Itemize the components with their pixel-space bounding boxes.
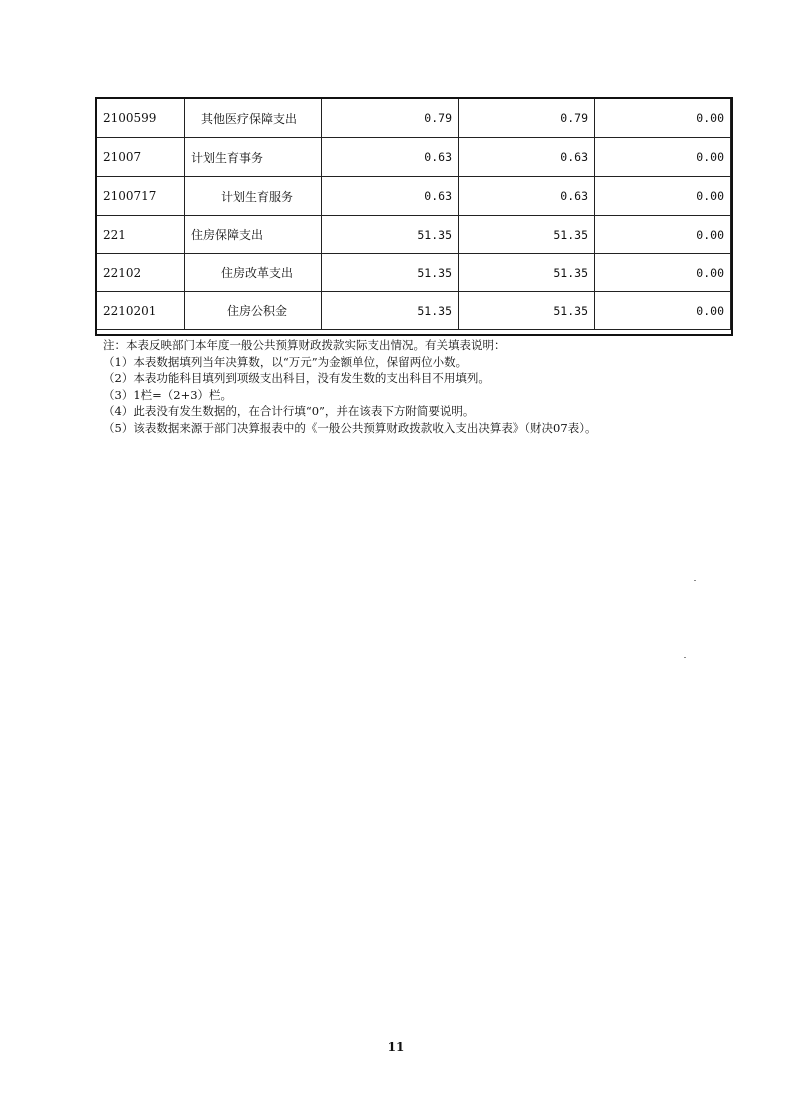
total-expenditure: 51.35 xyxy=(322,292,459,330)
subject-code: 21007 xyxy=(97,138,185,177)
subject-name: 计划生育事务 xyxy=(185,138,322,177)
note-intro: 注：本表反映部门本年度一般公共预算财政拨款实际支出情况。有关填表说明： xyxy=(103,338,506,352)
scan-speck xyxy=(694,580,696,581)
basic-expenditure: 0.79 xyxy=(459,99,595,138)
note-item: （1）本表数据填列当年决算数，以“万元”为金额单位，保留两位小数。 xyxy=(103,354,468,369)
project-expenditure: 0.00 xyxy=(595,292,731,330)
project-expenditure: 0.00 xyxy=(595,216,731,254)
subject-name: 住房保障支出 xyxy=(185,216,322,254)
subject-name: 住房改革支出 xyxy=(185,254,322,292)
total-expenditure: 0.63 xyxy=(322,177,459,216)
table-row xyxy=(97,138,731,177)
scan-speck xyxy=(684,657,686,658)
table-row xyxy=(97,292,731,330)
page-number: 11 xyxy=(387,1040,405,1054)
subject-name: 计划生育服务 xyxy=(185,177,322,216)
table-notes xyxy=(103,337,596,436)
basic-expenditure: 51.35 xyxy=(459,292,595,330)
total-expenditure: 51.35 xyxy=(322,216,459,254)
basic-expenditure: 51.35 xyxy=(459,216,595,254)
subject-code: 2210201 xyxy=(97,292,185,330)
expenditure-table xyxy=(96,98,731,330)
subject-code: 221 xyxy=(97,216,185,254)
subject-code: 2100599 xyxy=(97,99,185,138)
note-item: （5）该表数据来源于部门决算报表中的《一般公共预算财政拨款收入支出决算表》（财决07表）。 xyxy=(103,420,597,435)
basic-expenditure: 0.63 xyxy=(459,177,595,216)
project-expenditure: 0.00 xyxy=(595,138,731,177)
basic-expenditure: 51.35 xyxy=(459,254,595,292)
table-row xyxy=(97,216,731,254)
subject-code: 22102 xyxy=(97,254,185,292)
table-row xyxy=(97,177,731,216)
project-expenditure: 0.00 xyxy=(595,99,731,138)
basic-expenditure: 0.63 xyxy=(459,138,595,177)
subject-name: 住房公积金 xyxy=(185,292,322,330)
note-item: （3）1栏=（2+3）栏。 xyxy=(103,387,233,402)
note-item: （4）此表没有发生数据的，在合计行填“0”，并在该表下方附简要说明。 xyxy=(103,404,475,418)
note-item: （2）本表功能科目填列到项级支出科目，没有发生数的支出科目不用填列。 xyxy=(103,371,490,385)
subject-code: 2100717 xyxy=(97,177,185,216)
table-row xyxy=(97,254,731,292)
subject-name: 其他医疗保障支出 xyxy=(185,99,322,138)
table-row xyxy=(97,99,731,138)
total-expenditure: 0.79 xyxy=(322,99,459,138)
total-expenditure: 0.63 xyxy=(322,138,459,177)
total-expenditure: 51.35 xyxy=(322,254,459,292)
project-expenditure: 0.00 xyxy=(595,177,731,216)
project-expenditure: 0.00 xyxy=(595,254,731,292)
